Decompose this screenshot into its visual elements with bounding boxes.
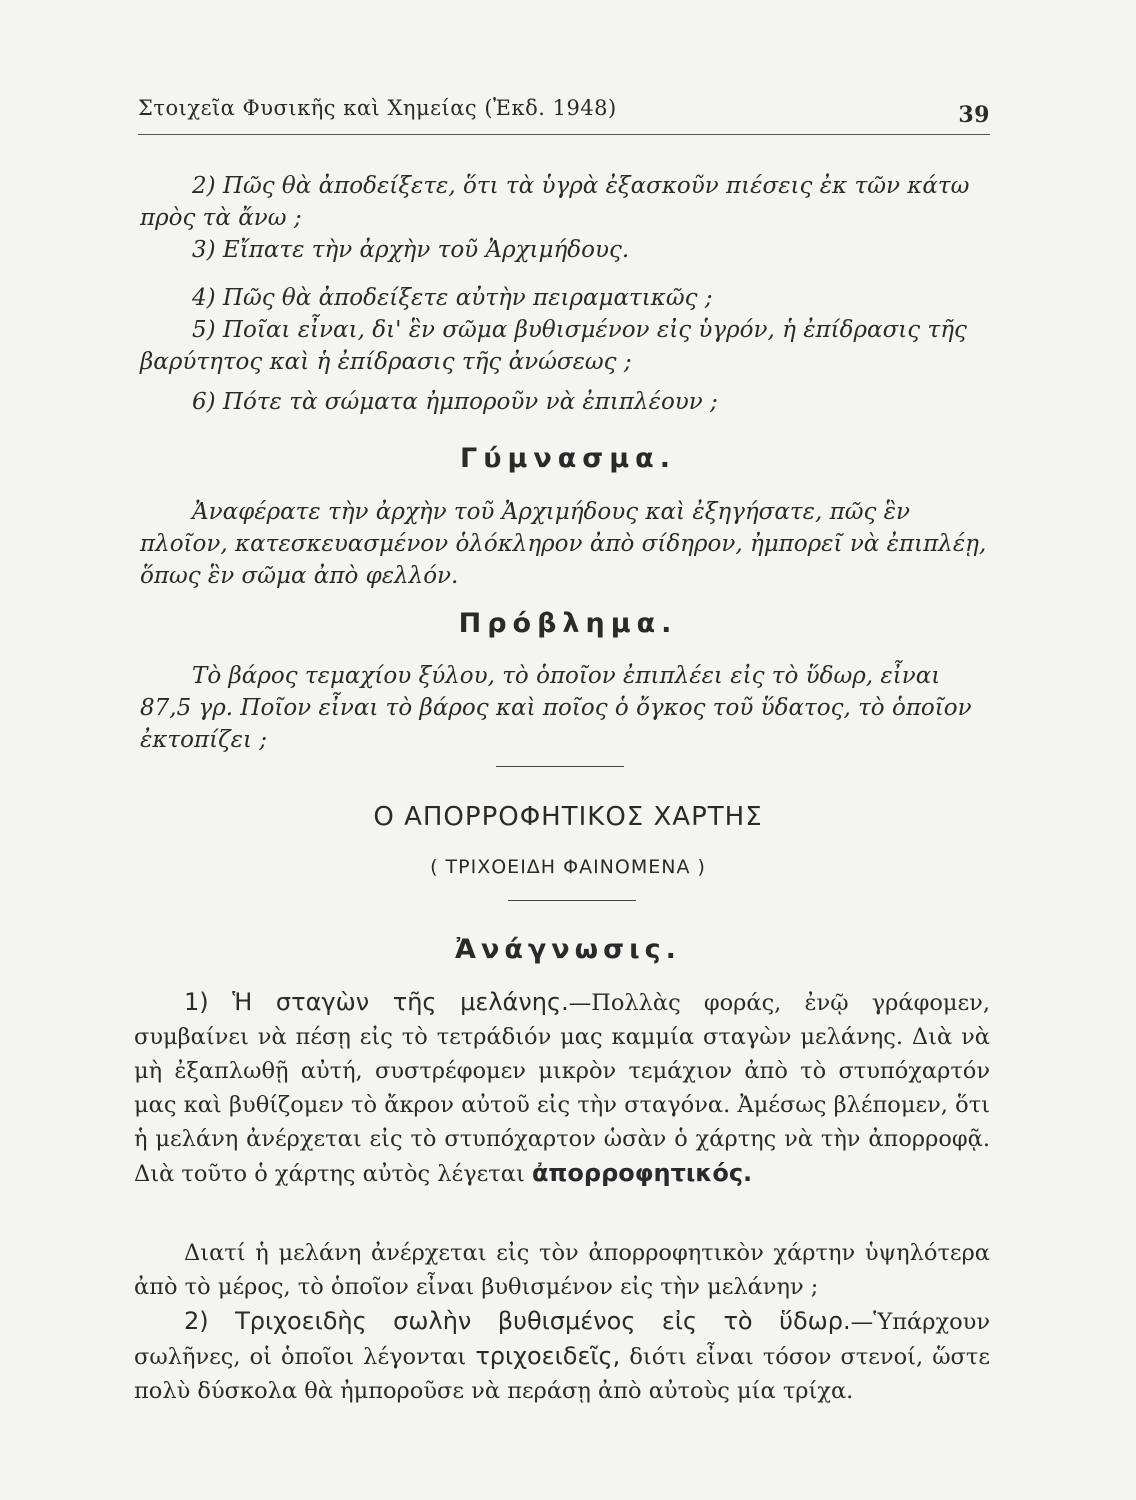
paragraph-1-bold-term: ἀπορροφητικός.	[531, 1159, 753, 1187]
header-rule	[138, 134, 990, 135]
header-title: Στοιχεῖα Φυσικῆς καὶ Χημείας (Ἐκδ. 1948)	[138, 96, 617, 120]
problem-heading: Πρόβλημα.	[458, 608, 678, 639]
section-title: Ο ΑΠΟΡΡΟΦΗΤΙΚΟΣ ΧΑΡΤΗΣ	[373, 802, 763, 832]
section-rule	[508, 900, 636, 901]
reading-heading: Ἀνάγνωσις.	[455, 934, 681, 965]
page-number: 39	[958, 102, 990, 128]
paragraph-1-text: —Πολλὰς φοράς, ἐνῷ γράφομεν, συμβαίνει νὰ πέσῃ εἰς τὸ τετράδιόν μας καμμία σταγὼν μελάνης. Διὰ νὰ μὴ ἐξαπλωθῇ αὐτή, συστρέφομεν μικρὸν τεμάχιον ἀπὸ τὸ στυπόχαρτόν μας καὶ βυθίζομεν τὸ ἄκρον αὐτοῦ εἰς τὴν σταγόνα. Ἀμέσως βλέπομεν, ὅτι ἡ μελάνη ἀνέρχεται εἰς τὸ στυπόχαρτον ὡσὰν ὁ χάρτης νὰ τὴν ἀπορροφᾷ. Διὰ τοῦτο ὁ χάρτης αὐτὸς λέγεται	[134, 990, 990, 1187]
paragraph-3-text-b: διότι εἶναι τόσον στενοί, ὥστε πολὺ δύσκολα θὰ ἠμποροῦσε νὰ περάσῃ ἀπὸ αὐτοὺς μία τρίχα.	[134, 1344, 991, 1404]
question-5: 5) Ποῖαι εἶναι, δι' ἓν σῶμα βυθισμένον εἰς ὑγρόν, ἡ ἐπίδρασις τῆς βαρύτητος καὶ ἡ ἐπίδρασις τῆς ἀνώσεως ;	[140, 317, 967, 375]
separator-rule	[496, 766, 624, 767]
question-3: 3) Εἴπατε τὴν ἀρχὴν τοῦ Ἀρχιμήδους.	[192, 237, 630, 263]
question-4: 4) Πῶς θὰ ἀποδείξετε αὐτὴν πειραματικῶς ;	[192, 285, 713, 311]
question-6: 6) Πότε τὰ σώματα ἠμποροῦν νὰ ἐπιπλέουν ;	[192, 389, 718, 415]
paragraph-3-text-a: —Ὑπάρχουν σωλῆνες, οἱ ὁποῖοι λέγονται	[134, 1309, 990, 1370]
problem-text: Τὸ βάρος τεμαχίου ξύλου, τὸ ὁποῖον ἐπιπλέει εἰς τὸ ὕδωρ, εἶναι 87,5 γρ. Ποῖον εἶναι τὸ βάρος καὶ ποῖος ὁ ὄγκος τοῦ ὕδατος, τὸ ὁποῖον ἐκτοπίζει ;	[140, 663, 972, 753]
running-header	[138, 96, 990, 128]
reading-paragraph-2: Διατί ἡ μελάνη ἀνέρχεται εἰς τὸν ἀπορροφητικὸν χάρτην ὑψηλότερα ἀπὸ τὸ μέρος, τὸ ὁποῖον εἶναι βυθισμένον εἰς τὴν μελάνην ;	[134, 1240, 990, 1300]
exercise-text: Ἀναφέρατε τὴν ἀρχὴν τοῦ Ἀρχιμήδους καὶ ἐξηγήσατε, πῶς ἓν πλοῖον, κατεσκευασμένον ὁλόκληρον ἀπὸ σίδηρον, ἠμπορεῖ νὰ ἐπιπλέῃ, ὅπως ἓν σῶμα ἀπὸ φελλόν.	[140, 499, 987, 589]
question-2: 2) Πῶς θὰ ἀποδείξετε, ὅτι τὰ ὑγρὰ ἐξασκοῦν πιέσεις ἐκ τῶν κάτω πρὸς τὰ ἄνω ;	[140, 173, 970, 231]
paragraph-3-term: τριχοειδεῖς,	[475, 1342, 621, 1370]
exercise-heading: Γύμνασμα.	[460, 443, 676, 474]
section-subtitle: ( ΤΡΙΧΟΕΙΔΗ ΦΑΙΝΟΜΕΝΑ )	[430, 856, 706, 878]
paragraph-1-lead: 1) Ἡ σταγὼν τῆς μελάνης.	[184, 988, 569, 1016]
reading-paragraph-3	[134, 1304, 990, 1408]
paragraph-3-lead: 2) Τριχοειδὴς σωλὴν βυθισμένος εἰς τὸ ὕδωρ.	[184, 1307, 851, 1335]
reading-paragraph-1	[134, 985, 990, 1191]
